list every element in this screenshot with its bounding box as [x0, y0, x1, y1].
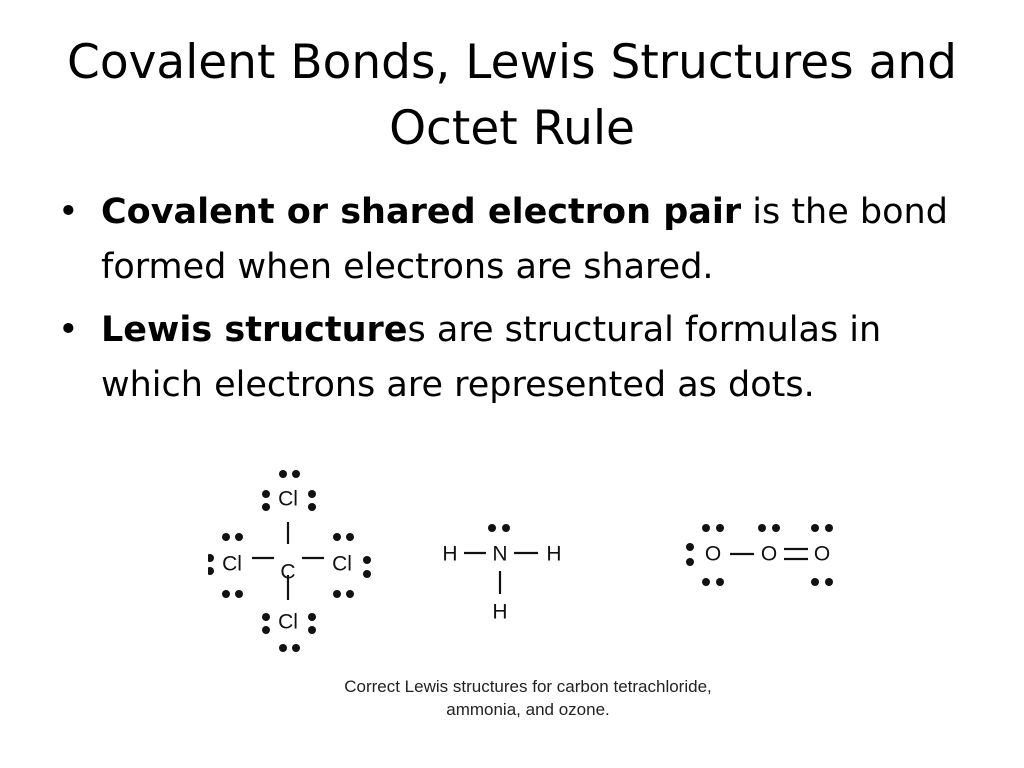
electron-dot: [686, 543, 694, 551]
electron-dot: [811, 524, 819, 532]
figure-caption: [208, 675, 848, 721]
ccl4-bottom-atom: Cl: [278, 610, 298, 634]
electron-dot: [262, 613, 270, 621]
electron-dot: [825, 578, 833, 586]
electron-dot: [222, 590, 230, 598]
electron-dot: [346, 590, 354, 598]
electron-dot: [222, 533, 230, 541]
electron-dot: [702, 524, 710, 532]
electron-dot: [308, 613, 316, 621]
electron-dot: [208, 554, 214, 562]
electron-dot: [502, 524, 510, 532]
bullet-item-covalent-bond: [58, 185, 958, 295]
electron-dot: [292, 644, 300, 652]
electron-dot: [772, 524, 780, 532]
electron-dot: [333, 533, 341, 541]
bullet-text: is the bond formed when electrons are shared.: [101, 192, 948, 287]
nh3-lone-pair: [488, 524, 510, 532]
ccl4-central-atom: C: [280, 560, 296, 584]
title-line-1: Covalent Bonds, Lewis Structures and: [67, 35, 957, 90]
bullet-term: Lewis structure: [101, 310, 408, 350]
electron-dot: [716, 578, 724, 586]
slide-title: [40, 30, 984, 162]
electron-dot: [363, 570, 371, 578]
bullet-term: Covalent or shared electron pair: [101, 192, 742, 232]
electron-dot: [208, 567, 214, 575]
bullet-item-lewis-structures: [58, 303, 958, 413]
title-line-2: Octet Rule: [389, 101, 635, 156]
electron-dot: [262, 490, 270, 498]
bullet-text: s are structural formulas in which electrons are represented as dots.: [101, 310, 882, 405]
electron-dot: [346, 533, 354, 541]
electron-dot: [308, 503, 316, 511]
caption-line-2: ammonia, and ozone.: [446, 700, 610, 719]
bullet-symbol: •: [58, 192, 79, 232]
bullet-list: [58, 185, 958, 421]
electron-dot: [235, 590, 243, 598]
electron-dot: [262, 626, 270, 634]
electron-dot: [488, 524, 496, 532]
nh3-left-atom: H: [442, 542, 458, 566]
ccl4-left-atom: Cl: [222, 552, 242, 576]
electron-dot: [292, 470, 300, 478]
electron-dot: [716, 524, 724, 532]
nh3-right-atom: H: [546, 542, 562, 566]
o3-molecule: [686, 524, 833, 586]
electron-dot: [686, 558, 694, 566]
electron-dot: [235, 533, 243, 541]
electron-dot: [279, 644, 287, 652]
electron-dot: [279, 470, 287, 478]
bullet-symbol: •: [58, 310, 79, 350]
nh3-central-atom: N: [492, 542, 508, 566]
caption-line-1: Correct Lewis structures for carbon tetrachloride,: [344, 677, 712, 696]
ccl4-top-atom: Cl: [278, 487, 298, 511]
electron-dot: [308, 490, 316, 498]
lewis-structures-figure: [208, 470, 848, 728]
electron-dot: [363, 556, 371, 564]
electron-dot: [262, 503, 270, 511]
nh3-bottom-atom: H: [492, 600, 508, 624]
o3-left-atom: O: [704, 542, 722, 566]
electron-dot: [333, 590, 341, 598]
o3-right-atom: O: [813, 542, 831, 566]
electron-dot: [825, 524, 833, 532]
electron-dot: [811, 578, 819, 586]
ccl4-right-atom: Cl: [332, 552, 352, 576]
electron-dot: [702, 578, 710, 586]
nh3-molecule: [442, 524, 561, 624]
ccl4-molecule: [208, 470, 371, 652]
o3-middle-atom: O: [760, 542, 778, 566]
electron-dot: [308, 626, 316, 634]
electron-dot: [758, 524, 766, 532]
